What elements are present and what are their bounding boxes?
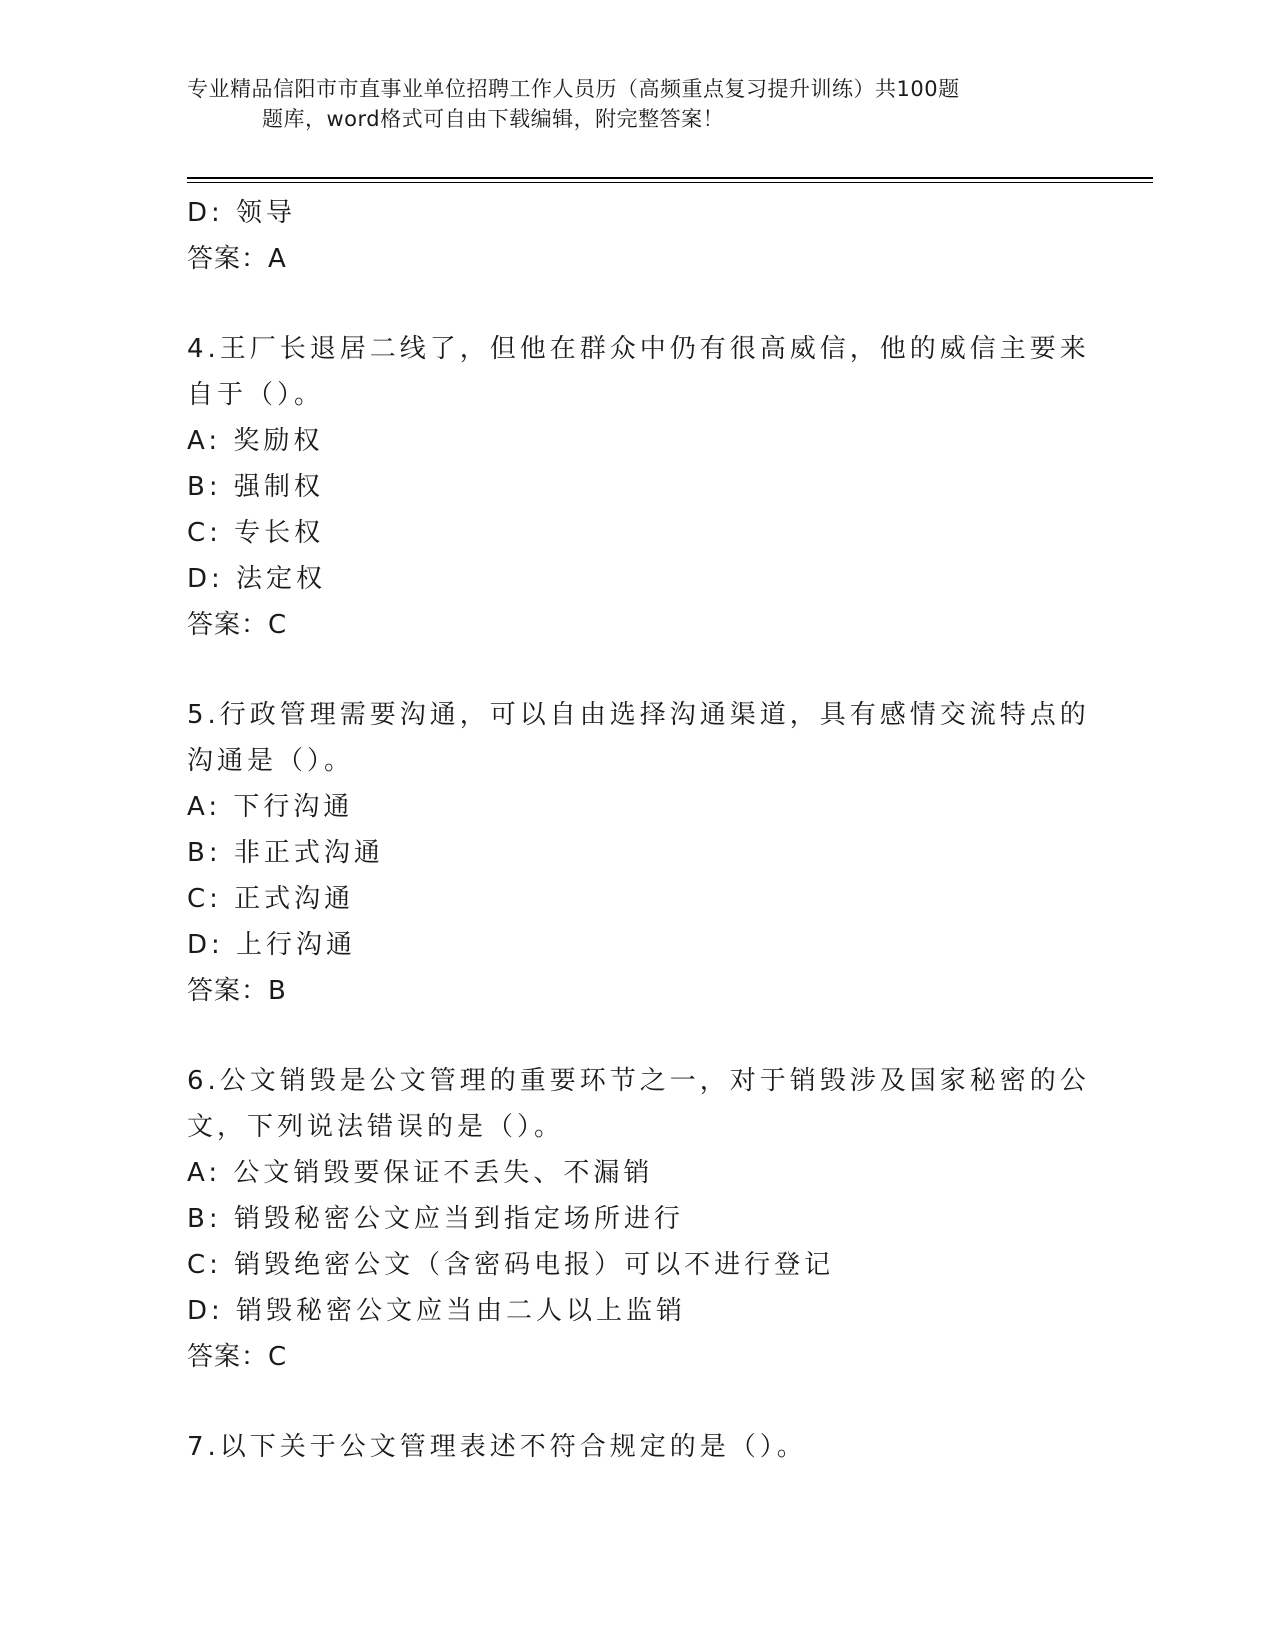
question-7 <box>187 1424 1087 1470</box>
page-header <box>187 74 1087 134</box>
option-c: C: 销毁绝密公文（含密码电报）可以不进行登记 <box>187 1250 835 1280</box>
answer: 答案：A <box>187 244 287 274</box>
option-a: A: 下行沟通 <box>187 792 354 822</box>
question-stem-continued: 沟通是（）。 <box>187 746 355 776</box>
question-5 <box>187 692 1090 1014</box>
question-stem: 4.王厂长退居二线了，但他在群众中仍有很高威信，他的威信主要来 <box>187 334 1090 364</box>
option-d: D: 领导 <box>187 198 297 228</box>
header-divider-thin <box>187 182 1153 183</box>
document-body <box>187 190 1090 1470</box>
header-title-line-2: 题库，word格式可自由下载编辑，附完整答案！ <box>262 107 725 131</box>
question-stem-continued: 文，下列说法错误的是（）。 <box>187 1112 565 1142</box>
option-b: B: 销毁秘密公文应当到指定场所进行 <box>187 1204 684 1234</box>
option-a: A: 公文销毁要保证不丢失、不漏销 <box>187 1158 654 1188</box>
option-d: D: 法定权 <box>187 564 327 594</box>
option-b: B: 非正式沟通 <box>187 838 384 868</box>
question-stem-continued: 自于（）。 <box>187 380 325 410</box>
header-title-line-1: 专业精品信阳市市直事业单位招聘工作人员历（高频重点复习提升训练）共100题 <box>187 77 960 101</box>
answer: 答案：C <box>187 610 288 640</box>
option-a: A: 奖励权 <box>187 426 324 456</box>
answer: 答案：C <box>187 1342 288 1372</box>
question-stem: 6.公文销毁是公文管理的重要环节之一，对于销毁涉及国家秘密的公 <box>187 1066 1090 1096</box>
option-d: D: 上行沟通 <box>187 930 357 960</box>
option-c: C: 正式沟通 <box>187 884 355 914</box>
question-stem: 7.以下关于公文管理表述不符合规定的是（）。 <box>187 1432 807 1462</box>
question-4 <box>187 326 1090 648</box>
header-divider-thick <box>187 177 1153 179</box>
answer: 答案：B <box>187 976 287 1006</box>
question-6 <box>187 1058 1090 1380</box>
option-b: B: 强制权 <box>187 472 324 502</box>
option-d: D: 销毁秘密公文应当由二人以上监销 <box>187 1296 687 1326</box>
question-stem: 5.行政管理需要沟通，可以自由选择沟通渠道，具有感情交流特点的 <box>187 700 1090 730</box>
option-c: C: 专长权 <box>187 518 325 548</box>
